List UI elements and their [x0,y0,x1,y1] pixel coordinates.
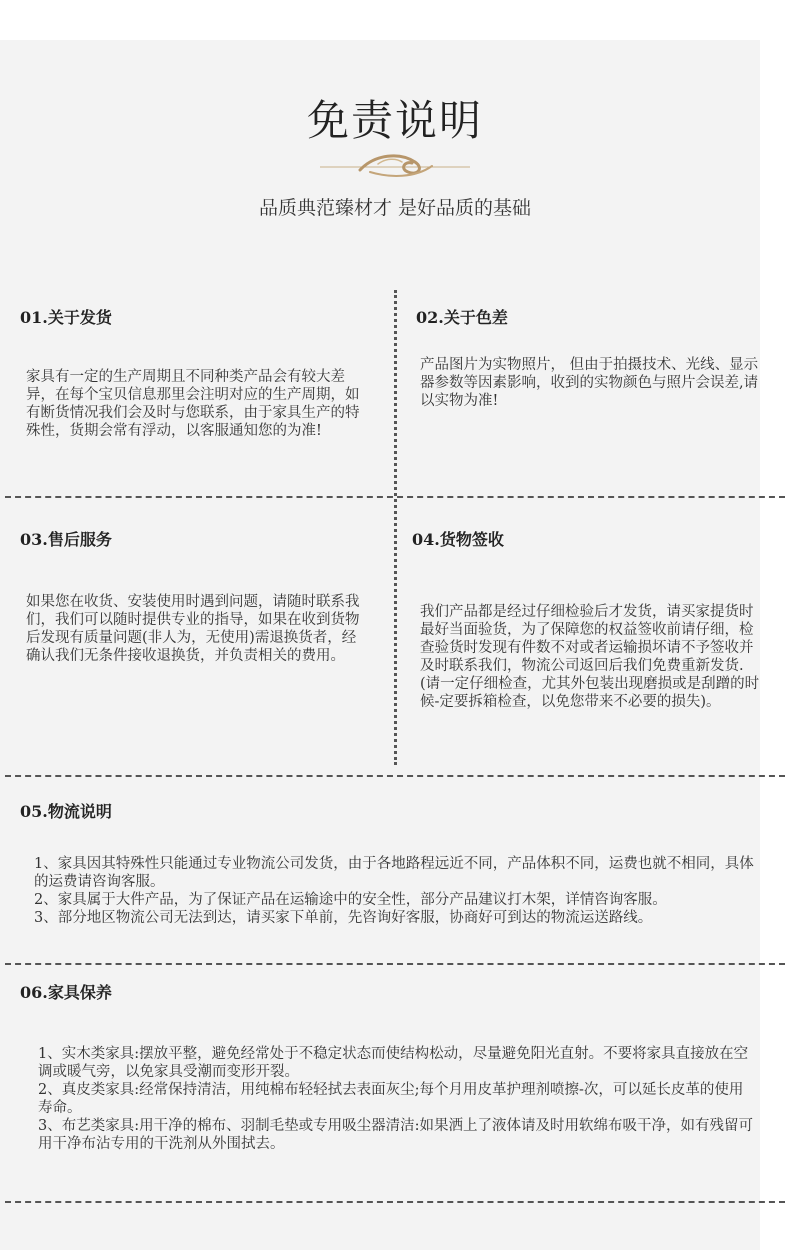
section-text: 家具有一定的生产周期且不同种类产品会有较大差异，在每个宝贝信息那里会注明对应的生产周期，如有断货情况我们会及时与您联系，由于家具生产的特殊性，货期会常有浮动，以客服通知您的为准! [26,369,360,439]
section-title-logistics: 05.物流说明 [20,802,112,821]
section-text: 如果您在收货、安装使用时遇到问题，请随时联系我们，我们可以随时提供专业的指导，如果在收到货物后发现有质量问题(非人为，无使用)需退换货者，经确认我们无条件接收退换货，并负责相关的费用。 [26,594,360,664]
section-divider [5,963,785,965]
section-body-aftersales [26,593,364,665]
section-body-shipping [26,368,364,440]
section-body-receipt [420,603,760,711]
page-title: 免责说明 [306,96,483,145]
section-title-receipt: 04.货物签收 [412,530,504,549]
list-item: 1、实木类家具:摆放平整，避免经常处于不稳定状态而使结构松动，尽量避免阳光直射。不要将家具直接放在空调或暖气旁，以免家具受潮而变形开裂。 [38,1046,749,1080]
section-title-aftersales: 03.售后服务 [20,530,112,549]
section-divider [5,1201,785,1203]
list-item: 2、真皮类家具:经常保持清洁，用纯棉布轻轻拭去表面灰尘;每个月用皮革护理剂喷擦-次，可以延长皮革的使用寿命。 [38,1082,744,1116]
section-title-color: 02.关于色差 [416,308,508,327]
section-text: 产品图片为实物照片， 但由于拍摄技术、光线、显示器参数等因素影响，收到的实物颜色与照片会误差,请以实物为准! [420,357,759,409]
section-divider [5,496,785,498]
section-text: 我们产品都是经过仔细检验后才发货，请买家提货时最好当面验货，为了保障您的权益签收前请仔细，检查验货时发现有件数不对或者运输损坏请不予签收并及时联系我们，物流公司返回后我们免费重新发货.(请一定仔细检查，尤其外包装出现磨损或是刮蹭的时候-定要拆箱检查，以免您带来不必要的损失)。 [420,604,760,710]
list-item: 2、家具属于大件产品，为了保证产品在运输途中的安全性，部分产品建议打木架，详情咨询客服。 [34,892,667,908]
list-item: 1、家具因其特殊性只能通过专业物流公司发货，由于各地路程远近不同，产品体积不同，运费也就不相同，具体的运费请咨询客服。 [34,856,754,890]
section-title-maintenance: 06.家具保养 [20,983,112,1002]
section-body-color [420,356,760,410]
section-title-shipping: 01.关于发货 [20,308,112,327]
list-item: 3、部分地区物流公司无法到达，请买家下单前，先咨询好客服，协商好可到达的物流运送路线。 [34,910,653,926]
list-item: 3、布艺类家具:用干净的棉布、羽制毛垫或专用吸尘器清洁:如果洒上了液体请及时用软绵布吸干净，如有残留可用干净布沾专用的干洗剂从外围拭去。 [38,1118,753,1152]
section-divider [5,775,785,777]
column-divider [394,290,397,765]
flourish-ornament [320,150,470,184]
section-body-maintenance [38,1045,756,1153]
section-body-logistics [34,855,756,927]
page-subtitle: 品质典范臻材才 是好品质的基础 [258,197,532,219]
